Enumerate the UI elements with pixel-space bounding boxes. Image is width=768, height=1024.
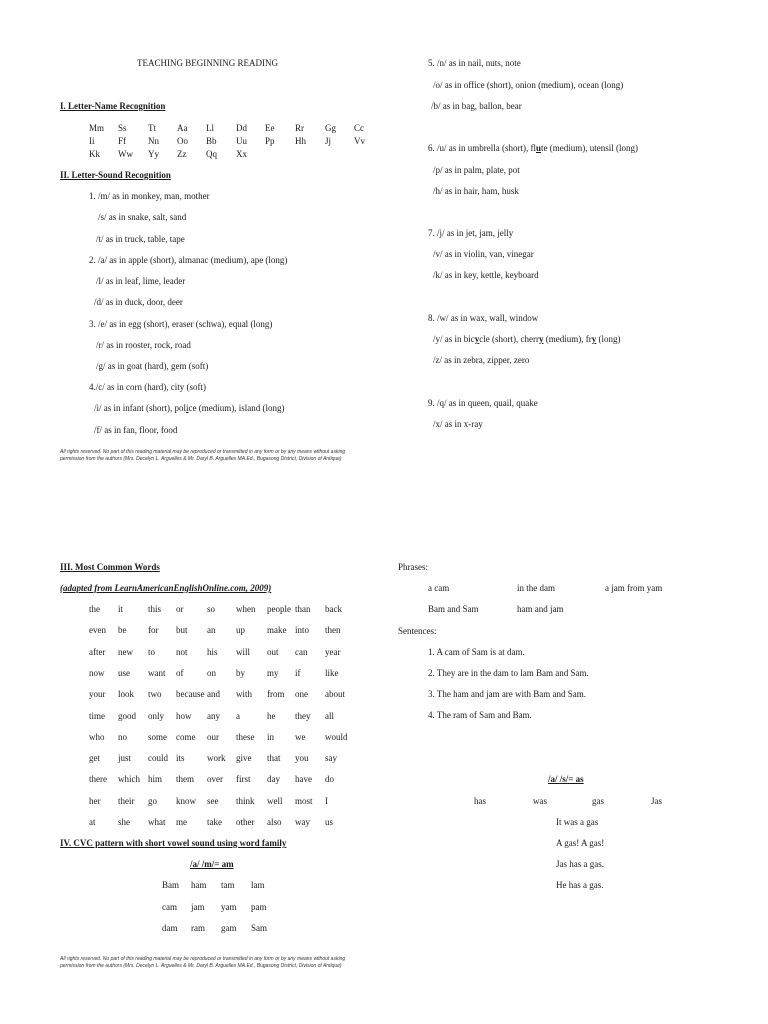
phrase: a jam from yam bbox=[605, 583, 663, 593]
common-word: just bbox=[118, 753, 132, 763]
common-word: she bbox=[118, 817, 130, 827]
letter-pair: Ii bbox=[89, 136, 95, 146]
letter-pair: Xx bbox=[236, 149, 247, 159]
common-word: there bbox=[89, 774, 107, 784]
sound-item: /f/ as in fan, floor, food bbox=[94, 425, 178, 435]
sentence: 2. They are in the dam to lam Bam and Sam. bbox=[428, 668, 589, 678]
common-word: want bbox=[148, 668, 166, 678]
common-word: on bbox=[207, 668, 216, 678]
sound-item: /r/ as in rooster, rock, road bbox=[96, 340, 191, 350]
letter-pair: Pp bbox=[265, 136, 275, 146]
common-word: at bbox=[89, 817, 96, 827]
common-word: an bbox=[207, 625, 216, 635]
common-word: after bbox=[89, 647, 106, 657]
sound-item: /o/ as in office (short), onion (medium), ocean (long) bbox=[433, 80, 624, 90]
letter-pair: Jj bbox=[325, 136, 332, 146]
sentence: 3. The ham and jam are with Bam and Sam. bbox=[428, 689, 587, 699]
copyright-footer: All rights reserved. No part of this reading material may be reproduced or transmitted in any form or by any means without asking permission from the authors (Mrs. Decelyn L. Arguelles & Mr. Daryl B. Arguelles MA.Ed., Bugasong District, Division of Antique) bbox=[60, 449, 346, 462]
sound-item: 3. /e/ as in egg (short), eraser (schwa), equal (long) bbox=[89, 319, 273, 329]
common-word: that bbox=[267, 753, 281, 763]
common-word: about bbox=[325, 689, 345, 699]
word: Jas bbox=[651, 796, 662, 806]
common-word: use bbox=[118, 668, 130, 678]
common-word: I bbox=[325, 796, 328, 806]
common-word: so bbox=[207, 604, 216, 614]
section-3-heading: III. Most Common Words bbox=[60, 562, 160, 572]
word: jam bbox=[191, 902, 205, 912]
common-word: people bbox=[267, 604, 291, 614]
common-word: one bbox=[295, 689, 308, 699]
sound-item: /z/ as in zebra, zipper, zero bbox=[433, 355, 530, 365]
letter-pair: Ee bbox=[265, 123, 275, 133]
common-word: over bbox=[207, 774, 223, 784]
common-word: not bbox=[176, 647, 188, 657]
common-word: into bbox=[295, 625, 310, 635]
common-word: with bbox=[236, 689, 253, 699]
word: has bbox=[474, 796, 486, 806]
common-word: you bbox=[295, 753, 309, 763]
sound-item: /h/ as in hair, ham, husk bbox=[433, 186, 519, 196]
sound-item: /x/ as in x-ray bbox=[433, 419, 483, 429]
letter-pair: Dd bbox=[236, 123, 247, 133]
word: Sam bbox=[251, 923, 268, 933]
sound-item: /i/ as in infant (short), police (medium), island (long) bbox=[94, 403, 285, 413]
common-word: our bbox=[207, 732, 219, 742]
common-word: good bbox=[118, 711, 136, 721]
common-word: they bbox=[295, 711, 311, 721]
common-word: these bbox=[236, 732, 255, 742]
common-word: this bbox=[148, 604, 162, 614]
common-word: come bbox=[176, 732, 196, 742]
letter-pair: Uu bbox=[236, 136, 247, 146]
common-word: now bbox=[89, 668, 105, 678]
common-word: them bbox=[176, 774, 194, 784]
letter-pair: Bb bbox=[206, 136, 217, 146]
common-word: him bbox=[148, 774, 163, 784]
common-word: but bbox=[176, 625, 188, 635]
letter-pair: Kk bbox=[89, 149, 100, 159]
common-word: of bbox=[176, 668, 184, 678]
phrases-label: Phrases: bbox=[398, 562, 428, 572]
common-word: when bbox=[236, 604, 256, 614]
letter-pair: Ff bbox=[118, 136, 127, 146]
phrase: a cam bbox=[428, 583, 450, 593]
common-word: by bbox=[236, 668, 245, 678]
common-word: who bbox=[89, 732, 105, 742]
common-word: make bbox=[267, 625, 287, 635]
sound-item: /t/ as in truck, table, tape bbox=[96, 234, 185, 244]
common-word: year bbox=[325, 647, 341, 657]
word: gam bbox=[221, 923, 237, 933]
common-word: other bbox=[236, 817, 255, 827]
common-word: a bbox=[236, 711, 240, 721]
common-word: see bbox=[207, 796, 219, 806]
common-word: us bbox=[325, 817, 334, 827]
word: gas bbox=[592, 796, 604, 806]
word: ram bbox=[191, 923, 205, 933]
common-word: two bbox=[148, 689, 162, 699]
common-word: only bbox=[148, 711, 165, 721]
common-word: their bbox=[118, 796, 135, 806]
common-word: most bbox=[295, 796, 313, 806]
letter-pair: Oo bbox=[177, 136, 188, 146]
common-word: like bbox=[325, 668, 339, 678]
sound-item: 9. /q/ as in queen, quail, quake bbox=[428, 398, 538, 408]
word-family-as-heading: /a/ /s/= as bbox=[548, 774, 584, 784]
document-title: TEACHING BEGINNING READING bbox=[137, 58, 278, 68]
letter-pair: Tt bbox=[148, 123, 156, 133]
letter-pair: Ss bbox=[118, 123, 127, 133]
common-word: do bbox=[325, 774, 334, 784]
word: tam bbox=[221, 880, 235, 890]
section-4-heading: IV. CVC pattern with short vowel sound using word family bbox=[60, 838, 287, 848]
common-word: we bbox=[295, 732, 306, 742]
common-word: than bbox=[295, 604, 311, 614]
common-word: from bbox=[267, 689, 285, 699]
letter-pair: Yy bbox=[148, 149, 159, 159]
word: Bam bbox=[162, 880, 179, 890]
common-word: think bbox=[236, 796, 255, 806]
common-word: he bbox=[267, 711, 276, 721]
common-word: no bbox=[118, 732, 127, 742]
word: ham bbox=[191, 880, 207, 890]
letter-pair: Cc bbox=[354, 123, 364, 133]
common-word: in bbox=[267, 732, 275, 742]
common-word: have bbox=[295, 774, 312, 784]
letter-pair: Ll bbox=[206, 123, 214, 133]
common-word: say bbox=[325, 753, 337, 763]
common-word: time bbox=[89, 711, 105, 721]
common-word: how bbox=[176, 711, 192, 721]
common-word: all bbox=[325, 711, 334, 721]
common-word: some bbox=[148, 732, 167, 742]
common-word: to bbox=[148, 647, 156, 657]
sound-item: 8. /w/ as in wax, wall, window bbox=[428, 313, 539, 323]
common-word: or bbox=[176, 604, 184, 614]
common-word: up bbox=[236, 625, 245, 635]
sound-item: 4./c/ as in corn (hard), city (soft) bbox=[89, 382, 206, 392]
sentence: Jas has a gas. bbox=[556, 859, 604, 869]
letter-pair: Aa bbox=[177, 123, 188, 133]
section-2-heading: II. Letter-Sound Recognition bbox=[60, 170, 171, 180]
common-word: for bbox=[148, 625, 159, 635]
source-citation: (adapted from LearnAmericanEnglishOnline.com, 2009) bbox=[60, 583, 272, 593]
common-word: any bbox=[207, 711, 220, 721]
common-word: can bbox=[295, 647, 308, 657]
common-word: me bbox=[176, 817, 187, 827]
common-word: would bbox=[325, 732, 348, 742]
sound-item: 2. /a/ as in apple (short), almanac (medium), ape (long) bbox=[89, 255, 288, 265]
sound-item: /y/ as in bicycle (short), cherry (medium), fry (long) bbox=[433, 334, 621, 344]
common-word: be bbox=[118, 625, 127, 635]
phrase: ham and jam bbox=[517, 604, 564, 614]
common-word: the bbox=[89, 604, 100, 614]
common-word: take bbox=[207, 817, 222, 827]
sound-item: 6. /u/ as in umbrella (short), flute (medium), utensil (long) bbox=[428, 143, 638, 153]
sentence: He has a gas. bbox=[556, 880, 604, 890]
letter-pair: Zz bbox=[177, 149, 187, 159]
letter-pair: Rr bbox=[295, 123, 304, 133]
common-word: out bbox=[267, 647, 279, 657]
common-word: also bbox=[267, 817, 282, 827]
common-word: if bbox=[295, 668, 301, 678]
letter-pair: Gg bbox=[325, 123, 336, 133]
sentences-label: Sentences: bbox=[398, 626, 437, 636]
common-word: his bbox=[207, 647, 218, 657]
common-word: could bbox=[148, 753, 168, 763]
word: lam bbox=[251, 880, 265, 890]
common-word: way bbox=[295, 817, 310, 827]
word: dam bbox=[162, 923, 178, 933]
phrase: in the dam bbox=[517, 583, 555, 593]
common-word: and bbox=[207, 689, 220, 699]
letter-pair: Ww bbox=[118, 149, 133, 159]
sentence: 1. A cam of Sam is at dam. bbox=[428, 647, 525, 657]
common-word: new bbox=[118, 647, 133, 657]
common-word: it bbox=[118, 604, 124, 614]
common-word: because bbox=[176, 689, 205, 699]
common-word: look bbox=[118, 689, 135, 699]
sound-item: 5. /n/ as in nail, nuts, note bbox=[428, 58, 521, 68]
common-word: your bbox=[89, 689, 106, 699]
sound-item: /p/ as in palm, plate, pot bbox=[433, 165, 520, 175]
common-word: its bbox=[176, 753, 185, 763]
common-word: work bbox=[207, 753, 226, 763]
common-word: well bbox=[267, 796, 283, 806]
sound-item: /l/ as in leaf, lime, leader bbox=[96, 276, 186, 286]
sound-item: /v/ as in violin, van, vinegar bbox=[433, 249, 534, 259]
sound-item: /g/ as in goat (hard), gem (soft) bbox=[96, 361, 209, 371]
common-word: even bbox=[89, 625, 106, 635]
sound-item: 7. /j/ as in jet, jam, jelly bbox=[428, 228, 514, 238]
common-word: go bbox=[148, 796, 157, 806]
section-1-heading: I. Letter-Name Recognition bbox=[60, 101, 166, 111]
copyright-footer: All rights reserved. No part of this reading material may be reproduced or transmitted in any form or by any means without asking permission from the authors (Mrs. Decelyn L. Arguelles & Mr. Daryl B. Arguelles MA.Ed., Bugasong District, Division of Antique) bbox=[60, 956, 346, 969]
common-word: will bbox=[236, 647, 251, 657]
word: cam bbox=[162, 902, 177, 912]
letter-pair: Vv bbox=[354, 136, 365, 146]
sentence: It was a gas bbox=[556, 817, 599, 827]
common-word: my bbox=[267, 668, 279, 678]
letter-pair: Nn bbox=[148, 136, 159, 146]
sound-item: /k/ as in key, kettle, keyboard bbox=[433, 270, 539, 280]
common-word: first bbox=[236, 774, 251, 784]
sound-item: /b/ as in bag, ballon, bear bbox=[431, 101, 522, 111]
word: pam bbox=[251, 902, 267, 912]
common-word: her bbox=[89, 796, 101, 806]
phrase: Bam and Sam bbox=[428, 604, 479, 614]
sentence: 4. The ram of Sam and Bam. bbox=[428, 710, 532, 720]
sound-item: /s/ as in snake, salt, sand bbox=[98, 212, 187, 222]
letter-pair: Qq bbox=[206, 149, 217, 159]
letter-pair: Mm bbox=[89, 123, 105, 133]
common-word: back bbox=[325, 604, 342, 614]
common-word: which bbox=[118, 774, 140, 784]
sound-item: 1. /m/ as in monkey, man, mother bbox=[89, 191, 210, 201]
sentence: A gas! A gas! bbox=[556, 838, 605, 848]
common-word: give bbox=[236, 753, 252, 763]
common-word: know bbox=[176, 796, 196, 806]
common-word: then bbox=[325, 625, 341, 635]
word: was bbox=[533, 796, 547, 806]
common-word: what bbox=[148, 817, 166, 827]
common-word: get bbox=[89, 753, 100, 763]
sound-item: /d/ as in duck, door, deer bbox=[94, 297, 183, 307]
common-word: day bbox=[267, 774, 280, 784]
letter-pair: Hh bbox=[295, 136, 306, 146]
word: yam bbox=[221, 902, 237, 912]
word-family-am-heading: /a/ /m/= am bbox=[190, 859, 234, 869]
